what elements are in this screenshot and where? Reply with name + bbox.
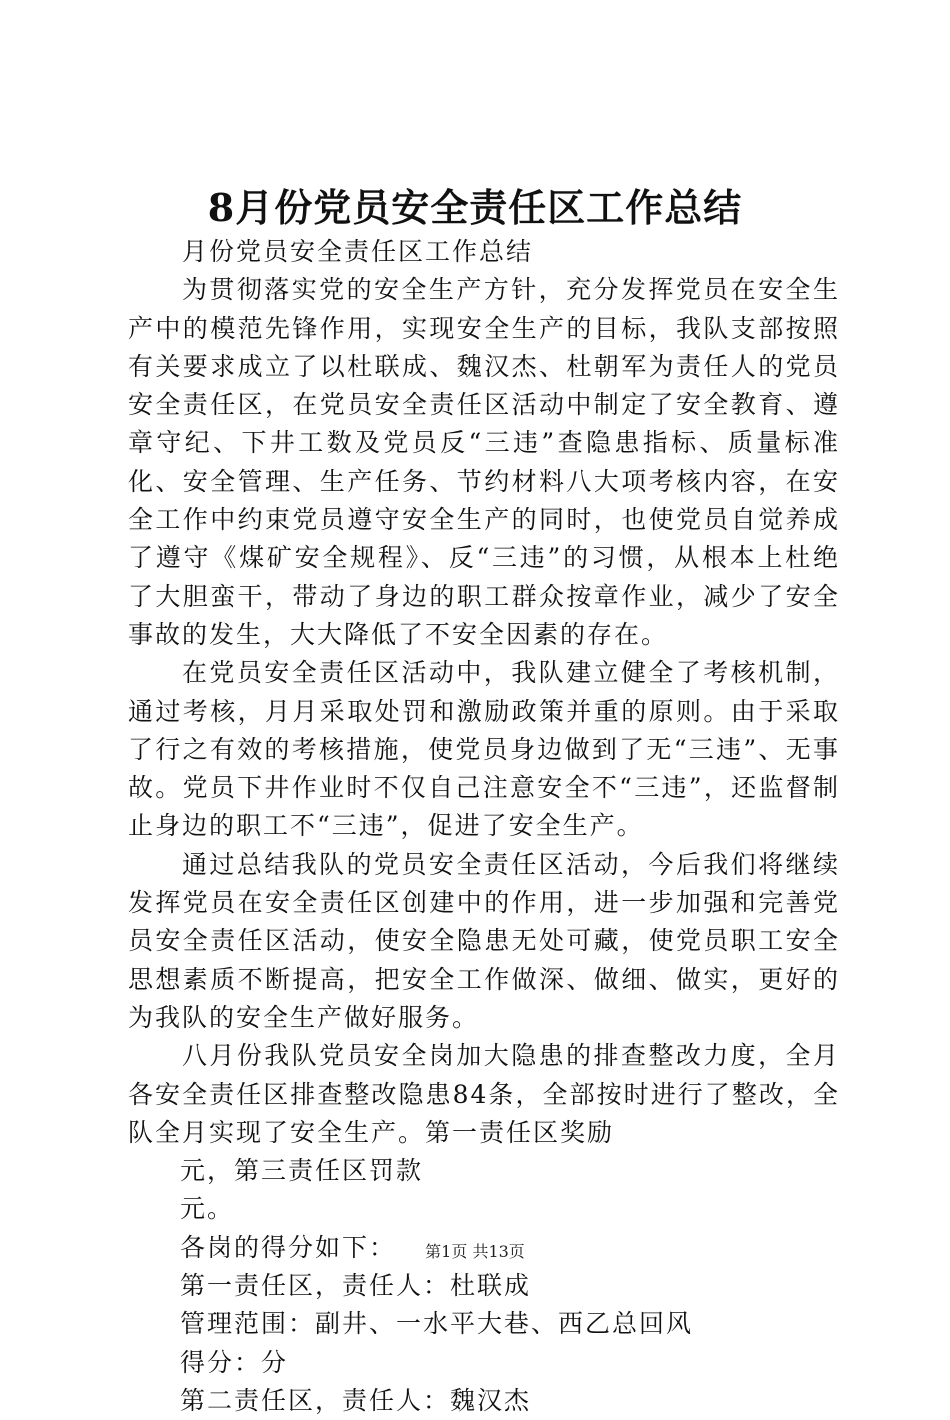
body-line: 管理范围：副井、一水平大巷、西乙总回风 xyxy=(180,1309,694,1339)
body-line: 第二责任区，责任人：魏汉杰 xyxy=(180,1385,532,1415)
body-paragraph: 八月份我队党员安全岗加大隐患的排查整改力度，全月各安全责任区排查整改隐患84条，全部按时进行了整改，全队全月实现了安全生产。第一责任区奖励 xyxy=(128,1041,840,1147)
body-line: 各岗的得分如下： xyxy=(180,1232,397,1262)
page-footer: 第1页 共13页 xyxy=(425,1242,525,1261)
body-line: 元。 xyxy=(180,1194,235,1224)
body-paragraph: 在党员安全责任区活动中，我队建立健全了考核机制，通过考核，月月采取处罚和激励政策并重的原则。由于采取了行之有效的考核措施，使党员身边做到了无“三违”、无事故。党员下井作业时不仅自己注意安全不“三违”，还监督制止身边的职工不“三违”，促进了安全生产。 xyxy=(128,658,840,841)
body-paragraph: 为贯彻落实党的安全生产方针，充分发挥党员在安全生产中的模范先锋作用，实现安全生产的目标，我队支部按照有关要求成立了以杜联成、魏汉杰、杜朝军为责任人的党员安全责任区，在党员安全责任区活动中制定了安全教育、遵章守纪、下井工数及党员反“三违”查隐患指标、质量标准化、安全管理、生产任务、节约材料八大项考核内容，在安全工作中约束党员遵守安全生产的同时，也使党员自觉养成了遵守《煤矿安全规程》、反“三违”的习惯，从根本上杜绝了大胆蛮干，带动了身边的职工群众按章作业，减少了安全事故的发生，大大降低了不安全因素的存在。 xyxy=(128,275,840,649)
body-line: 元，第三责任区罚款 xyxy=(180,1156,424,1186)
body-paragraph-heading: 月份党员安全责任区工作总结 xyxy=(182,237,534,266)
body-paragraph: 通过总结我队的党员安全责任区活动，今后我们将继续发挥党员在安全责任区创建中的作用，进一步加强和完善党员安全责任区活动，使安全隐患无处可藏，使党员职工安全思想素质不断提高，把安全工作做深、做细、做实，更好的为我队的安全生产做好服务。 xyxy=(128,849,840,1032)
body-line: 第一责任区，责任人：杜联成 xyxy=(180,1271,532,1301)
body-line: 得分：分 xyxy=(180,1347,289,1377)
document-title: 8月份党员安全责任区工作总结 xyxy=(207,185,743,230)
